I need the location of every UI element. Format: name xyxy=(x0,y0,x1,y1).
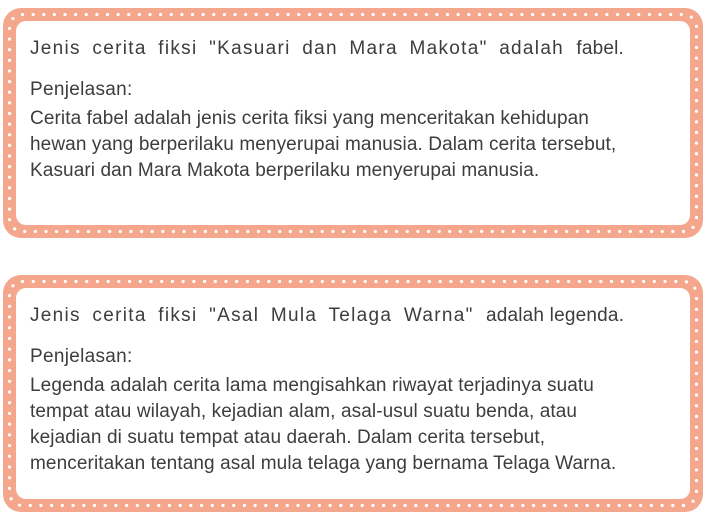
question-answer-line xyxy=(30,304,676,328)
penjelasan-label: Penjelasan: xyxy=(30,346,133,367)
explanation-line: tempat atau wilayah, kejadian alam, asal-usul suatu benda, atau xyxy=(30,401,578,422)
box-content xyxy=(16,21,690,225)
box-content xyxy=(16,288,690,499)
explanation-line: Legenda adalah cerita lama mengisahkan riwayat terjadinya suatu xyxy=(30,375,594,396)
explanation-paragraph xyxy=(30,106,676,184)
explanation-line: menceritakan tentang asal mula telaga yang bernama Telaga Warna. xyxy=(30,453,617,474)
answer-box-fabel xyxy=(3,8,703,238)
penjelasan-label: Penjelasan: xyxy=(30,79,133,100)
explanation-line: Kasuari dan Mara Makota berperilaku menyerupai manusia. xyxy=(30,160,540,181)
explanation-line: Cerita fabel adalah jenis cerita fiksi yang menceritakan kehidupan xyxy=(30,108,589,129)
answer-text: fabel. xyxy=(576,38,625,59)
question-prompt-text: Jenis cerita fiksi "Kasuari dan Mara Makota" adalah xyxy=(30,38,565,59)
answer-text: adalah legenda. xyxy=(485,305,625,326)
explanation-line: hewan yang berperilaku menyerupai manusia. Dalam cerita tersebut, xyxy=(30,134,617,155)
answer-box-legenda xyxy=(3,275,703,512)
explanation-paragraph xyxy=(30,373,676,477)
question-prompt-text: Jenis cerita fiksi "Asal Mula Telaga Warna" xyxy=(30,305,474,326)
question-answer-line xyxy=(30,37,676,61)
explanation-line: kejadian di suatu tempat atau daerah. Dalam cerita tersebut, xyxy=(30,427,546,448)
